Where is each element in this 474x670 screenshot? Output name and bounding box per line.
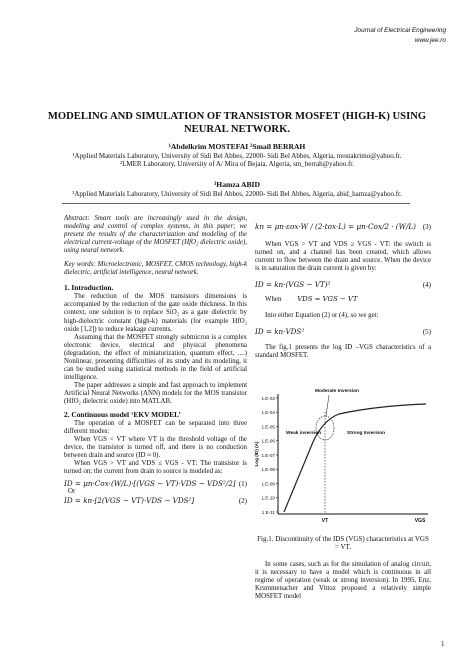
y-axis-label: Log (ID) (A) [254,441,259,467]
equation-5-body: ID = kn·VDS² [255,327,305,337]
author-block-1 [20,143,454,169]
continuity-paragraph: In some cases, such as for the simulation of analog circuit, it is necessary to have a model which is continuous in all regime of operation (weak or strong inversion). In 1995, Enz, Krummenacher and Vittoz proposed a relatively simple MOSFET model [255,561,431,601]
abstract: Abstract: Smart tools are increasingly used in the design, modeling and control of complex systems, in this paper; we present the results of the characterization and modeling of the electrical current-voltage of the MOSFET (HfO₂ dielectric oxide), using neural network. [64,215,247,255]
y-tick-label: 1.E-08 [261,467,275,473]
annotation-strong: Strong Inversion [347,431,386,436]
equation-4-body: ID = kn·(VGS − VT)² [255,280,331,290]
annotation-moderate: Moderate Inversion [315,389,359,394]
left-column [64,215,247,505]
equation-1-body: ID = μn·Cox·(W/L)·[(VGS − VT)·VDS − VDS²/2] [64,479,236,489]
header-divider [62,203,410,204]
x-axis-label: VGS [414,518,426,524]
section-2-heading: 2. Continuous model ‘EKV MODEL’ [64,410,181,420]
authors-line-1: ¹Abdelkrim MOSTEFAI ²Smail BERRAH [168,142,306,151]
equation-4 [255,281,431,289]
equation-4b: VDS = VGS − VT [297,295,358,304]
figure-intro-text: The fig.1 presents the log ID –VGS characteristics of a standard MOSFET. [255,344,431,360]
figure-1-caption: Fig.1. Discontinuity of the IDS (VGS) characteristics at VGS = VT. [257,535,429,551]
intro-paragraph-1: The reduction of the MOS transistors dimensions is accompanied by the reduction of the gate oxide thickness. In this context, one solution is to replace SiO₂ as a gate dielectric by high-dielectric constant (high-k) materials (for example HfO₂ oxide [1,2]) to reduce leakage currents. [64,293,247,333]
y-tick-label: 1.E-10 [261,495,275,501]
right-column-bottom [255,561,431,601]
equation-3 [255,223,431,231]
y-tick-label: 1.E-03 [261,395,275,401]
y-tick-label: 1.E-04 [261,410,275,416]
page-number: 1 [441,640,445,648]
authors-line-2: ³Hamza ABID [214,180,260,189]
author-block-2 [20,181,454,198]
y-tick-label: 1.E-05 [261,424,275,430]
y-tick-label: 1.E-11 [261,509,275,515]
section-1-heading: 1. Introduction. [64,283,114,293]
journal-name: Journal of Electrical Engineering [354,27,446,34]
x-tick-label-vt: VT [321,518,329,524]
equation-2-number: (2) [238,496,247,505]
ekv-paragraph-1: The operation of a MOSFET can be separated into three different modes: [64,420,247,436]
affiliation-3: ³Applied Materials Laboratory, University of Sidi Bel Abbes, 22000- Sidi Bel Abbes, Algeria, abid_hamza@yahoo.fr. [72,189,402,198]
y-tick-label: 1.E-09 [261,481,275,487]
equation-4-number: (4) [422,281,431,290]
intro-paragraph-3: The paper addresses a simple and fast approach to implement Artificial Neural Networks (ANN) models for the MOS transistor (HfO₂ dielectric oxide) into MATLAB. [64,381,247,405]
equation-2 [64,497,247,505]
ekv-paragraph-2: When VGS < VT where VT is the threshold voltage of the device, the transistor is turned off, and there is no conduction between drain and source (ID ≈ 0). [64,436,247,460]
equation-1-number: (1) [238,480,247,489]
substitution-text: Into either Equation (2) or (4), so we get: [265,312,379,320]
equation-2-body: ID = kn·[2(VGS − VT)·VDS − VDS²] [64,495,195,505]
saturation-paragraph: When VGS > VT and VDS ≥ VGS - VT: the switch is turned on, and a channel has been created, which allows current to flow between the drain and source. When the device is in saturation the drain current is given by: [255,241,431,273]
intro-paragraph-2: Assuming that the MOSFET strongly submicron is a complex electronic device, electrical and physical phenomena (degradation, the effect of miniaturization, quantum effect, ....) Nonlinear, presenting difficulties of its study and its modeling, it can be studied using statistical methods in the field of artificial intelligence. [64,333,247,381]
figure-1-chart [252,384,434,534]
equation-5 [255,328,431,336]
y-tick-label: 1.E-07 [261,452,275,458]
when-line [265,295,431,304]
equation-5-number: (5) [422,328,431,337]
y-tick-label: 1.E-06 [261,438,275,444]
affiliation-2: ²LMER Laboratory, University of A/ Mira of Bejaia, Algeria, sm_berrah@yahoo.fr. [120,160,354,169]
equation-3-body: kn = μn·εox·W / (2·tox·L) = μn·Cox/2 · (W/L) [255,222,416,231]
paper-title: MODELING AND SIMULATION OF TRANSISTOR MOSFET (HIGH-K) USING NEURAL NETWORK. [47,111,427,135]
or-label: Or [68,488,76,496]
ekv-paragraph-3: When VGS > VT and VDS ≤ VGS - VT: The transistor is turned on; the current from drain to source is modeled as: [64,460,247,476]
equation-3-number: (3) [422,223,431,231]
equation-1 [64,480,247,488]
affiliation-1: ¹Applied Materials Laboratory, University of Sidi Bel Abbes, 22000- Sidi Bel Abbes, Algeria, mostakrimo@yahoo.fr. [72,151,402,160]
keywords: Key words: Microelectronic, MOSFET, CMOS technology, high-k dielectric, artificial intelligence, neural network. [64,261,247,277]
series-line [284,404,426,512]
right-column [255,215,431,361]
when-label: When [265,296,282,304]
journal-url[interactable]: www.jee.ro [414,37,446,44]
annotation-pointer [326,395,329,416]
annotation-weak: Weak inversion [286,431,322,436]
